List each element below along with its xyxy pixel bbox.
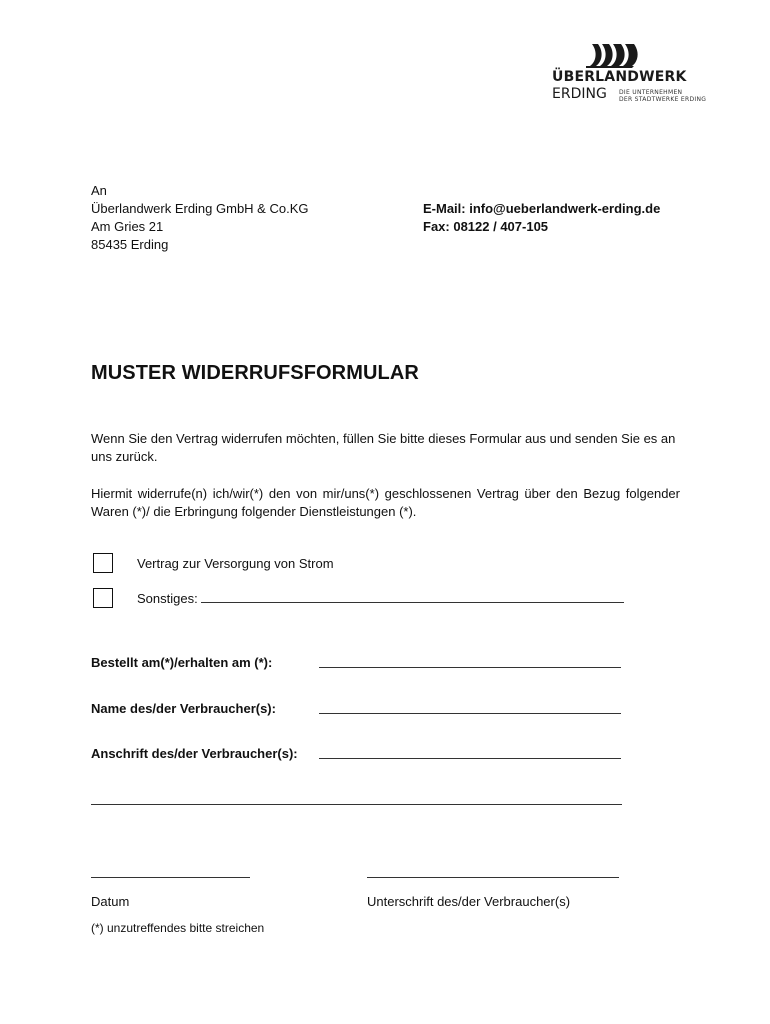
recipient-address (91, 182, 308, 254)
signature-input-line[interactable] (367, 877, 619, 878)
contact-fax: Fax: 08122 / 407-105 (423, 219, 549, 234)
address-line: Überlandwerk Erding GmbH & Co.KG (91, 201, 309, 216)
address-line: An (91, 183, 107, 198)
sonstiges-label: Sonstiges: (137, 591, 198, 606)
strom-checkbox[interactable] (93, 553, 113, 573)
date-label: Datum (91, 894, 130, 909)
company-logo (546, 42, 710, 106)
sonstiges-input-line[interactable] (201, 602, 624, 603)
sonstiges-checkbox[interactable] (93, 588, 113, 608)
name-input-line[interactable] (319, 713, 621, 714)
date-input-line[interactable] (91, 877, 250, 878)
signature-label: Unterschrift des/der Verbraucher(s) (367, 894, 571, 909)
logo-tagline-2: DER STADTWERKE ERDING (619, 96, 707, 103)
strom-option-label: Vertrag zur Versorgung von Strom (137, 556, 334, 571)
ordered-label: Bestellt am(*)/erhalten am (*): (91, 655, 273, 670)
name-label: Name des/der Verbraucher(s): (91, 701, 276, 716)
address-input-line-2[interactable] (91, 804, 622, 805)
page-title: MUSTER WIDERRUFSFORMULAR (91, 362, 419, 384)
footnote: (*) unzutreffendes bitte streichen (91, 921, 265, 935)
logo-tagline-1: DIE UNTERNEHMEN (619, 89, 683, 96)
address-label: Anschrift des/der Verbraucher(s): (91, 746, 298, 761)
logo-city: ERDING (552, 86, 607, 102)
logo-name: ÜBERLANDWERK (552, 69, 687, 85)
sonstiges-option (137, 591, 624, 606)
contact-email: E-Mail: info@ueberlandwerk-erding.de (423, 201, 661, 216)
ordered-input-line[interactable] (319, 667, 621, 668)
address-line: 85435 Erding (91, 237, 169, 252)
address-input-line[interactable] (319, 758, 621, 759)
statement-paragraph: Hiermit widerrufe(n) ich/wir(*) den von mir/uns(*) geschlossenen Vertrag über den Bezug folgender Waren (*)/ die Erbringung folgender Dienstleistungen (*). (91, 486, 680, 519)
address-line: Am Gries 21 (91, 219, 164, 234)
contact-info (423, 200, 660, 236)
intro-paragraph: Wenn Sie den Vertrag widerrufen möchten, füllen Sie bitte dieses Formular aus und senden Sie es an uns zurück. (91, 431, 676, 464)
logo-swoosh-icon (584, 42, 668, 68)
